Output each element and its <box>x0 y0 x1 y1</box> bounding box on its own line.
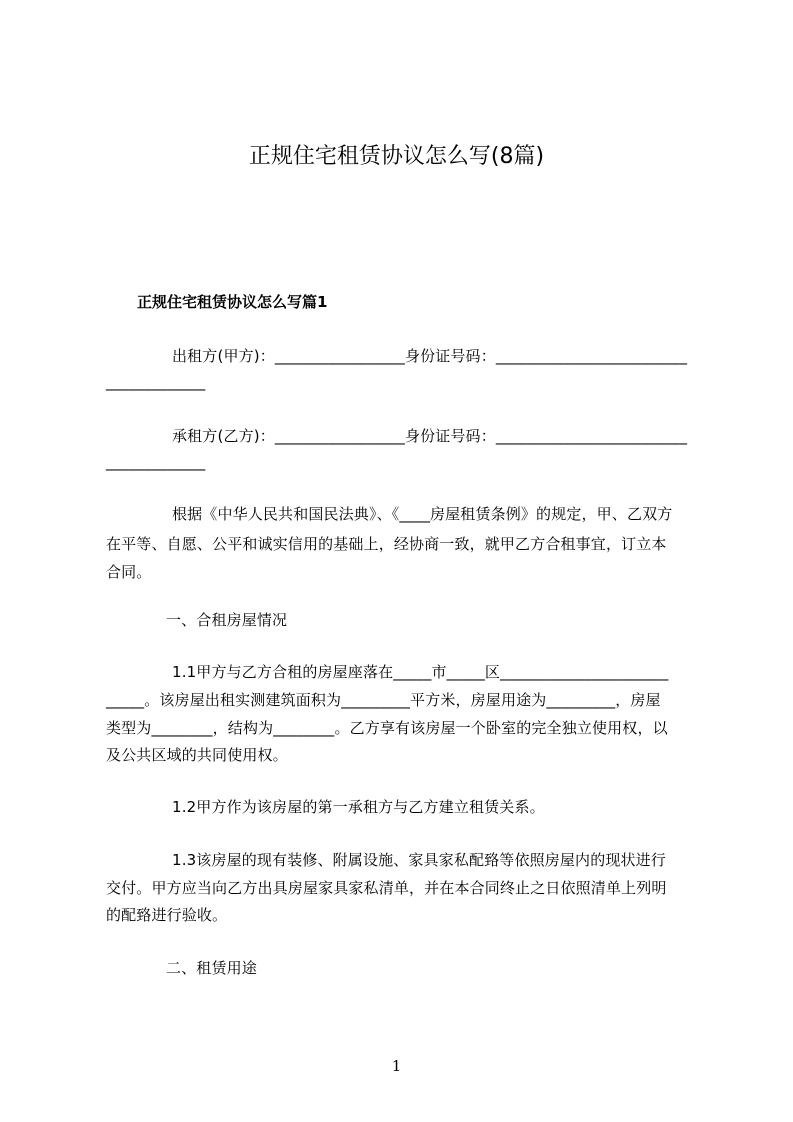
clause-1-1-line-3: 类型为________，结构为________。乙方享有该房屋一个卧室的完全独立使用权，以 <box>106 719 668 737</box>
lessor-line: 出租方(甲方)：_________________身份证号码：_________________________ <box>172 347 688 365</box>
document-title: 正规住宅租赁协议怎么写(8篇) <box>248 144 545 169</box>
intro-paragraph-line-1: 根据《中华人民共和国民法典》、《____房屋租赁条例》的规定，甲、乙双方 <box>172 505 673 523</box>
lessor-line-continuation: _____________ <box>106 373 206 391</box>
intro-paragraph-line-2: 在平等、自愿、公平和诚实信用的基础上，经协商一致，就甲乙方合租事宜，订立本 <box>106 535 667 553</box>
lessee-line: 承租方(乙方)：_________________身份证号码：_________________________ <box>172 427 688 445</box>
clause-1-3-line-2: 交付。甲方应当向乙方出具房屋家具家私清单，并在本合同终止之日依照清单上列明 <box>106 879 667 897</box>
intro-paragraph-line-3: 合同。 <box>106 563 152 581</box>
clause-1-1-line-2: _____。该房屋出租实测建筑面积为_________平方米，房屋用途为_________，房屋 <box>106 691 661 709</box>
clause-1-2: 1.2甲方作为该房屋的第一承租方与乙方建立租赁关系。 <box>172 798 545 816</box>
clause-1-1-line-4: 及公共区域的共同使用权。 <box>106 746 288 764</box>
section-2-heading: 二、租赁用途 <box>166 959 257 977</box>
lessee-line-continuation: _____________ <box>106 453 206 471</box>
section-subheading: 正规住宅租赁协议怎么写篇1 <box>137 293 328 311</box>
clause-1-3-line-3: 的配臵进行验收。 <box>106 906 228 924</box>
page-number: 1 <box>391 1057 402 1075</box>
section-1-heading: 一、合租房屋情况 <box>166 611 288 629</box>
clause-1-1-line-1: 1.1甲方与乙方合租的房屋座落在_____市_____区______________________ <box>172 663 669 681</box>
clause-1-3-line-1: 1.3该房屋的现有装修、附属设施、家具家私配臵等依照房屋内的现状进行 <box>172 851 666 869</box>
